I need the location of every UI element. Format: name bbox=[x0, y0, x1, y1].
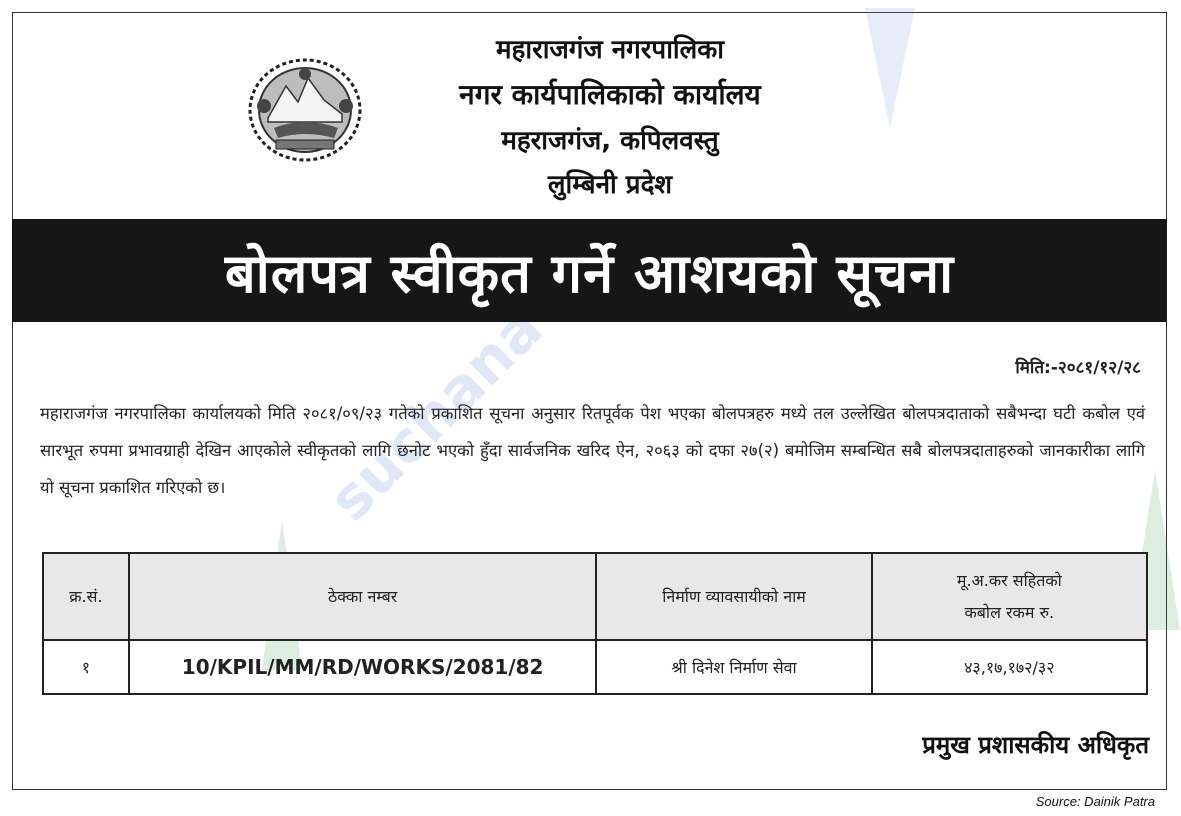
notice-title-banner bbox=[12, 219, 1167, 322]
col-header-serial: क्र.सं. bbox=[43, 553, 129, 640]
office-name: नगर कार्यपालिकाको कार्यालय bbox=[459, 78, 761, 111]
source-credit: Source: Dainik Patra bbox=[1035, 794, 1155, 809]
province-name: लुम्बिनी प्रदेश bbox=[547, 170, 673, 200]
office-address: महराजगंज, कपिलवस्तु bbox=[501, 126, 719, 156]
col-header-contract-number: ठेक्का नम्बर bbox=[129, 553, 597, 640]
table-row bbox=[43, 640, 1147, 694]
notice-body: महाराजगंज नगरपालिका कार्यालयको मिति २०८१/०९/२३ गतेको प्रकाशित सूचना अनुसार रितपूर्वक पेश भएका बोलपत्रहरु मध्ये तल उल्लेखित बोलपत्रदाताको सबैभन्दा घटी कबोल एवं सारभूत रुपमा प्रभावग्राही देखिन आएकोले स्वीकृतको लागि छनोट भएको हुँदा सार्वजनिक खरिद ऐन, २०६३ को दफा २७(२) बमोजिम सम्बन्धित सबै बोलपत्रदाताहरुको जानकारीका लागि यो सूचना प्रकाशित गरिएको छ। bbox=[40, 404, 1145, 497]
bid-table bbox=[42, 552, 1148, 695]
notice-date: मिति:-२०८१/१२/२८ bbox=[1015, 358, 1141, 378]
cell-serial: १ bbox=[43, 640, 129, 694]
municipality-name: महाराजगंज नगरपालिका bbox=[496, 35, 724, 65]
table-header-row bbox=[43, 553, 1147, 640]
col-header-bid-amount: मू.अ.कर सहितको कबोल रकम रु. bbox=[872, 553, 1147, 640]
notice-title: बोलपत्र स्वीकृत गर्ने आशयको सूचना bbox=[224, 241, 955, 305]
col-header-contractor-name: निर्माण व्यावसायीको नाम bbox=[596, 553, 871, 640]
cell-contractor-name: श्री दिनेश निर्माण सेवा bbox=[596, 640, 871, 694]
cell-contract-number: 10/KPIL/MM/RD/WORKS/2081/82 bbox=[129, 640, 597, 694]
signature-title: प्रमुख प्रशासकीय अधिकृत bbox=[922, 731, 1149, 759]
cell-bid-amount: ४३,१७,१७२/३२ bbox=[872, 640, 1147, 694]
